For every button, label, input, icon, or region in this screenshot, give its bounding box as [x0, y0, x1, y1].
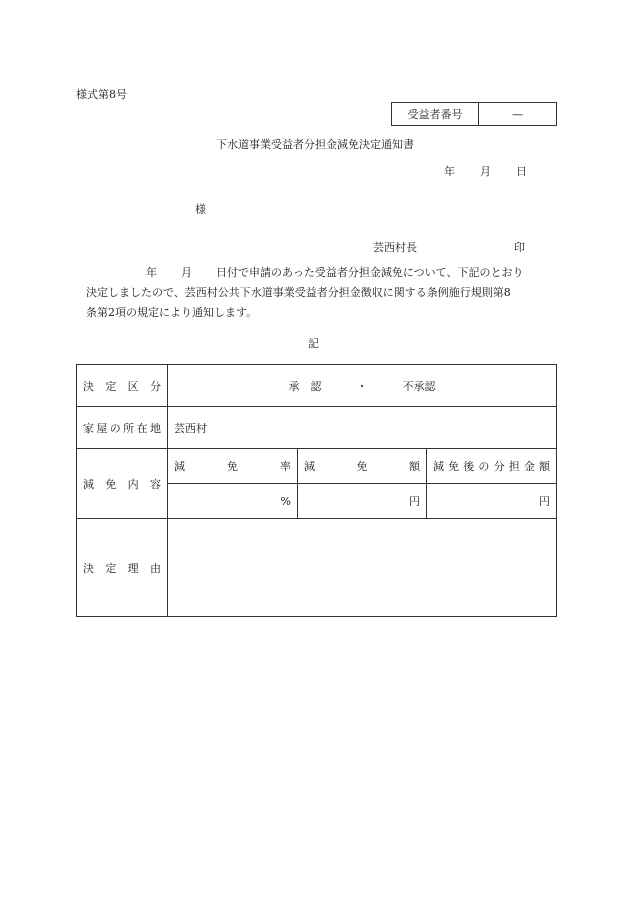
reduction-label-cell — [77, 449, 168, 519]
reduction-label: 減 免 内 容 — [83, 477, 161, 491]
decision-label: 決 定 区 分 — [83, 379, 161, 393]
body-line-1-text: 日付で申請のあった受益者分担金減免について、下記のとおり — [216, 266, 524, 279]
decision-options — [168, 365, 557, 407]
form-number: 様式第8号 — [76, 88, 127, 101]
location-value: 芸西村 — [168, 407, 557, 449]
issuer-name: 芸西村長 — [373, 241, 417, 254]
amount-header: 減 免 額 — [298, 449, 427, 484]
body-year: 年 — [146, 266, 157, 279]
recipient-number-box — [391, 102, 557, 126]
location-row — [77, 407, 557, 449]
rate-header: 減 免 率 — [168, 449, 298, 484]
body-month: 月 — [181, 266, 192, 279]
reject-option: 不承認 — [402, 379, 436, 393]
reduction-header-row — [77, 449, 557, 484]
body-line-1 — [86, 263, 552, 283]
rate-value: % — [168, 484, 298, 519]
reason-row — [77, 519, 557, 617]
document-title: 下水道事業受益者分担金減免決定通知書 — [216, 138, 414, 151]
after-amount-value: 円 — [427, 484, 557, 519]
reason-label: 決 定 理 由 — [83, 561, 161, 575]
reason-value — [168, 519, 557, 617]
reason-label-cell — [77, 519, 168, 617]
date-year: 年 — [444, 165, 455, 178]
location-label-cell — [77, 407, 168, 449]
addressee-suffix: 様 — [195, 203, 206, 216]
decision-label-cell — [77, 365, 168, 407]
location-label: 家 屋 の 所 在 地 — [83, 421, 161, 435]
body-line-3: 条第2項の規定により通知します。 — [86, 306, 258, 319]
decision-row — [77, 365, 557, 407]
date-day: 日 — [516, 165, 527, 178]
date-month: 月 — [480, 165, 491, 178]
after-amount-header: 減 免 後 の 分 担 金 額 — [427, 449, 557, 484]
approve-option: 承 認 — [288, 379, 322, 393]
amount-value: 円 — [298, 484, 427, 519]
option-separator: ・ — [356, 379, 368, 393]
recipient-number-value: — — [512, 107, 523, 121]
body-line-2: 決定しましたので、芸西村公共下水道事業受益者分担金徴収に関する条例施行規則第8 — [86, 286, 511, 299]
notice-body — [86, 263, 552, 323]
ki-heading: 記 — [308, 337, 319, 350]
seal-mark: 印 — [514, 241, 525, 254]
recipient-number-label: 受益者番号 — [392, 103, 479, 125]
details-table — [76, 364, 557, 617]
